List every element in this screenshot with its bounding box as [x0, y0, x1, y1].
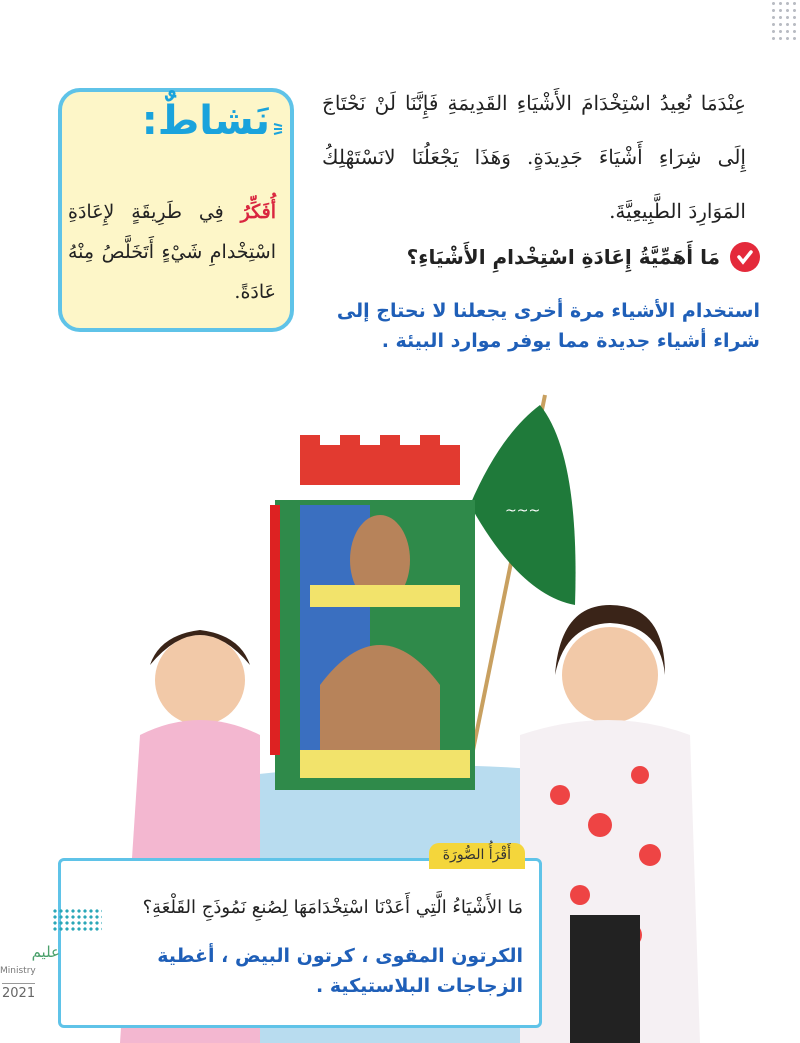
read-picture-tab: أَقْرَأُ الصُّورَةَ — [429, 843, 525, 869]
answer-text: استخدام الأشياء مرة أخرى يجعلنا لا نحتاج إلى شراء أشياء جديدة مما يوفر موارد البيئة . — [336, 300, 760, 352]
read-picture-answer: الكرتون المقوى ، كرتون البيض ، أغطية الزجاجات البلاستيكية . — [157, 945, 523, 997]
activity-text — [68, 192, 276, 312]
activity-title: نَشاطٌ: — [141, 98, 270, 144]
activity-lead-word: أُفَكِّرُ — [240, 201, 276, 223]
girl-right-face — [562, 627, 658, 723]
svg-text:~~~: ~~~ — [505, 503, 541, 519]
sound-waves-icon — [272, 122, 284, 136]
activity-body: فِي طَرِيقَةٍ لإِعَادَةِ اسْتِخْدامِ شَيْءٍ أَتَخَلَّصُ مِنْهُ عَادَةً. — [68, 201, 276, 303]
read-picture-box — [58, 847, 542, 1028]
girl-left-face — [155, 635, 245, 725]
read-picture-question: مَا الأَشْيَاءُ الَّتِي أَعَدْنَا اسْتِخْدَامَهَا لِصُنعِ نَمُوذَجِ القَلْعَةِ؟ — [142, 897, 523, 918]
intro-paragraph: عِنْدَمَا نُعِيدُ اسْتِخْدَامَ الأَشْيَاءِ القَدِيمَةِ فَإِنَّنَا لَنْ نَحْتَاجَ إِلَى شِرَاءِ أَشْيَاءَ جَدِيدَةٍ. وَهَذَا يَجْعَلُنَا لانَسْتَهْلِكُ المَوَارِدَ الطَّبِيعِيَّةَ. — [322, 91, 746, 223]
question-line — [407, 242, 760, 272]
question-text: مَا أَهَمِّيَّةُ إِعَادَةِ اسْتِخْدامِ الأَشْيَاءِ؟ — [406, 245, 720, 269]
girl-right-pants — [570, 915, 640, 1043]
decorative-dots — [770, 0, 800, 40]
footer-dots-decoration — [52, 908, 102, 932]
check-icon — [730, 242, 760, 272]
activity-box — [58, 88, 294, 332]
ministry-logo: عليم — [31, 943, 60, 961]
year-label: 2021 — [2, 983, 35, 1001]
ministry-label: Ministry — [0, 966, 36, 976]
